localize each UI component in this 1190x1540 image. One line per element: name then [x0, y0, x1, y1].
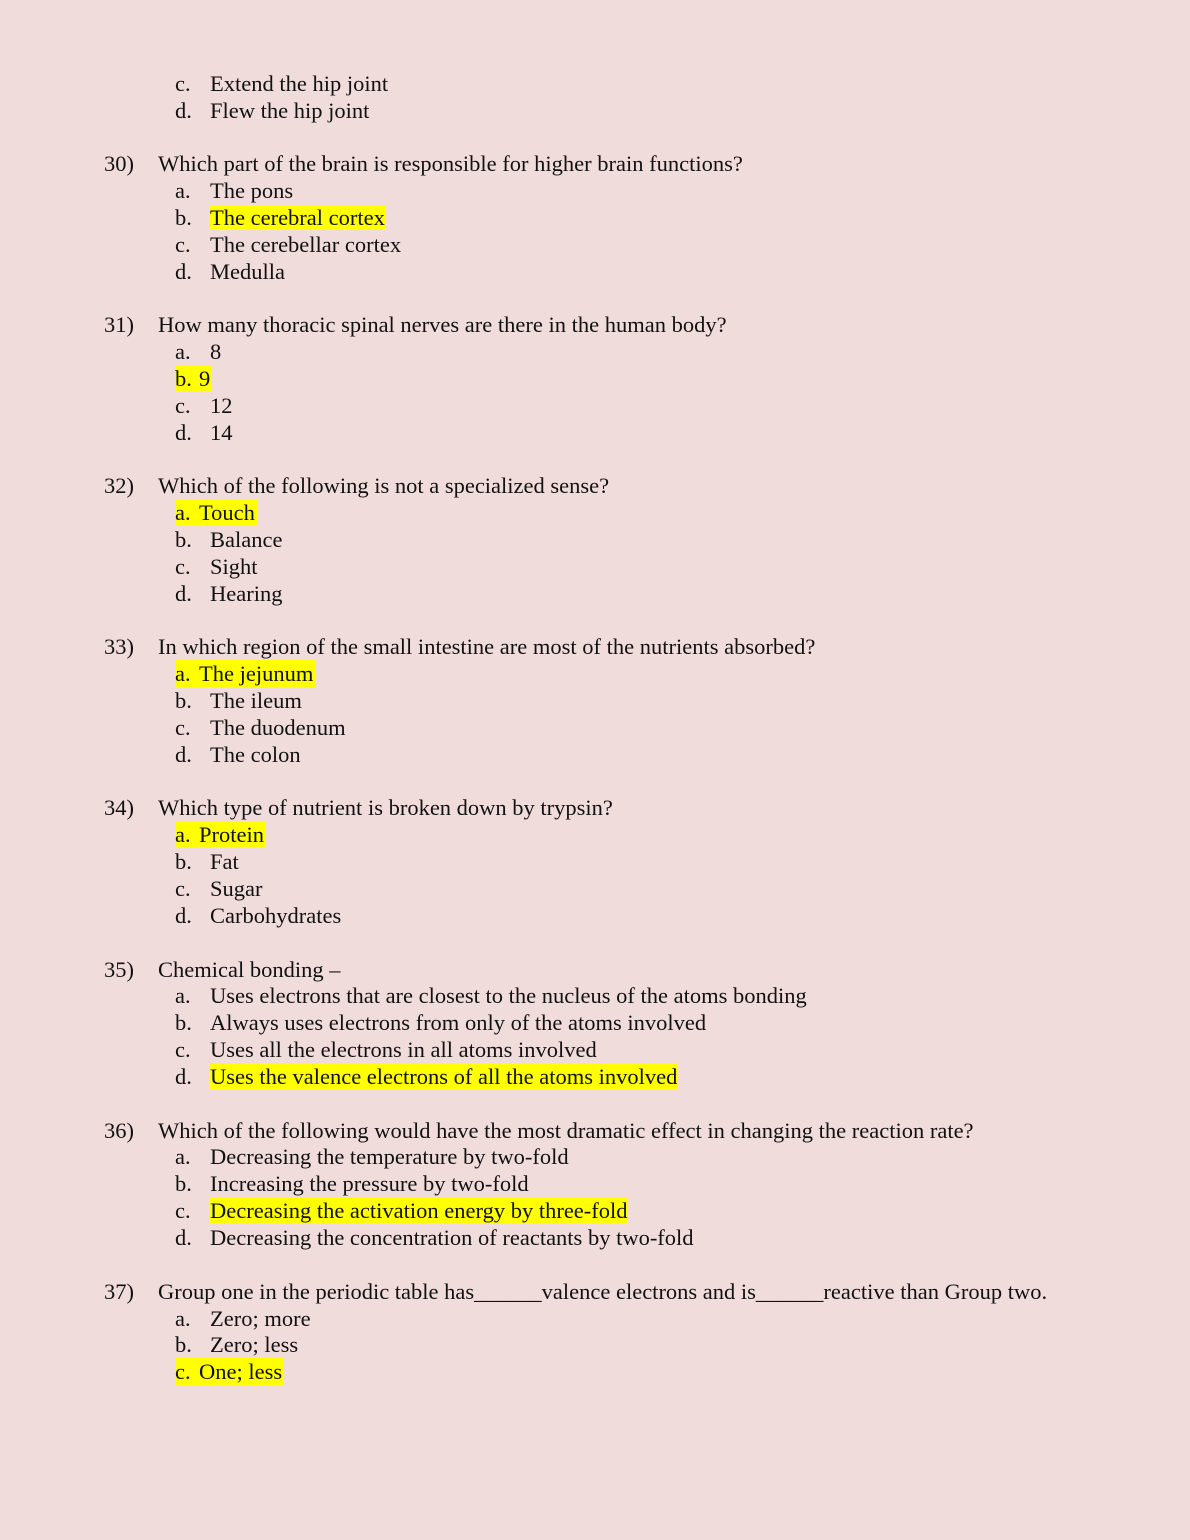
question-number: 37) — [104, 1279, 134, 1304]
option-letter: b. — [175, 205, 192, 230]
option-letter: c. — [175, 554, 191, 579]
option-letter: d. — [175, 903, 192, 928]
option-item-answer — [175, 204, 385, 231]
option-text-highlighted: The cerebral cortex — [210, 205, 385, 230]
option-item — [175, 982, 807, 1009]
option-item — [175, 1009, 706, 1036]
option-letter: b. — [175, 1010, 192, 1035]
question-text: Which of the following is not a specialized sense? — [158, 473, 610, 498]
option-item-answer — [175, 660, 315, 687]
option-letter: b. — [175, 849, 192, 874]
option-item — [175, 1143, 569, 1170]
option-item-answer — [175, 499, 257, 526]
option-text: Decreasing the concentration of reactants by two-fold — [210, 1225, 694, 1250]
option-letter: d. — [175, 98, 192, 123]
option-text: Increasing the pressure by two-fold — [210, 1171, 529, 1196]
option-text: The duodenum — [210, 715, 346, 740]
option-item — [175, 875, 263, 902]
option-item-answer — [175, 1063, 677, 1090]
question-34 — [0, 794, 1190, 821]
option-text-highlighted: Decreasing the activation energy by three-fold — [210, 1198, 628, 1223]
option-letter: b. — [175, 688, 192, 713]
option-text: Sight — [210, 554, 258, 579]
option-item-answer — [175, 1197, 628, 1224]
question-number: 35) — [104, 957, 134, 982]
option-text: Medulla — [210, 259, 285, 284]
option-letter: c. — [175, 1198, 191, 1223]
option-text: 9 — [199, 366, 211, 391]
option-item — [175, 741, 301, 768]
option-letter: a. — [175, 822, 191, 847]
option-item — [175, 392, 233, 419]
option-text: 12 — [210, 393, 233, 418]
question-text: Which type of nutrient is broken down by trypsin? — [158, 795, 613, 820]
option-item — [175, 553, 258, 580]
option-item — [175, 1224, 694, 1251]
option-item — [175, 687, 302, 714]
option-text: The jejunum — [199, 661, 314, 686]
question-number: 33) — [104, 634, 134, 659]
option-text: Fat — [210, 849, 239, 874]
option-letter: b. — [175, 527, 192, 552]
option-item-answer — [175, 821, 266, 848]
question-text: How many thoracic spinal nerves are there in the human body? — [158, 312, 727, 337]
option-letter: c. — [175, 1037, 191, 1062]
option-item — [175, 97, 369, 124]
option-letter: c. — [175, 393, 191, 418]
question-30 — [0, 150, 1190, 177]
question-number: 36) — [104, 1118, 134, 1143]
option-item — [175, 580, 282, 607]
question-33 — [0, 633, 1190, 660]
question-text: In which region of the small intestine are most of the nutrients absorbed? — [158, 634, 816, 659]
option-letter: a. — [175, 661, 191, 686]
option-text: Zero; more — [210, 1306, 311, 1331]
option-item — [175, 1305, 311, 1332]
option-item — [175, 902, 341, 929]
option-text: The colon — [210, 742, 301, 767]
option-item — [175, 70, 388, 97]
option-item — [175, 714, 346, 741]
option-text: Uses electrons that are closest to the nucleus of the atoms bonding — [210, 983, 807, 1008]
option-letter: b. — [175, 1332, 192, 1357]
option-item — [175, 177, 293, 204]
question-number: 30) — [104, 151, 134, 176]
option-text: The pons — [210, 178, 294, 203]
option-text: Sugar — [210, 876, 263, 901]
question-number: 32) — [104, 473, 134, 498]
option-item — [175, 338, 221, 365]
option-letter: a. — [175, 983, 191, 1008]
option-text: Zero; less — [210, 1332, 299, 1357]
option-text: Always uses electrons from only of the atoms involved — [210, 1010, 707, 1035]
option-item — [175, 1331, 298, 1358]
option-letter: c. — [175, 715, 191, 740]
question-text: Which part of the brain is responsible for higher brain functions? — [158, 151, 743, 176]
option-letter: a. — [175, 500, 191, 525]
option-text-highlighted: Uses the valence electrons of all the atoms involved — [210, 1064, 678, 1089]
option-text: Carbohydrates — [210, 903, 342, 928]
option-item — [175, 1170, 529, 1197]
option-item — [175, 526, 282, 553]
option-text: The cerebellar cortex — [210, 232, 402, 257]
question-text: Chemical bonding – — [158, 957, 341, 982]
option-letter: a. — [175, 339, 191, 364]
option-text: Hearing — [210, 581, 283, 606]
option-item — [175, 848, 239, 875]
question-37 — [0, 1278, 1190, 1305]
option-text: Uses all the electrons in all atoms involved — [210, 1037, 597, 1062]
question-number: 31) — [104, 312, 134, 337]
option-text: Flew the hip joint — [210, 98, 370, 123]
option-item-answer — [175, 365, 212, 392]
question-text: Group one in the periodic table has______valence electrons and is______reactive than Group two. — [158, 1279, 1048, 1304]
option-letter: c. — [175, 876, 191, 901]
option-text: The ileum — [210, 688, 302, 713]
option-letter: b. — [175, 1171, 192, 1196]
option-item-answer — [175, 1358, 284, 1385]
option-text: Balance — [210, 527, 283, 552]
question-number: 34) — [104, 795, 134, 820]
option-text: One; less — [199, 1359, 283, 1384]
option-letter: d. — [175, 420, 192, 445]
option-letter: c. — [175, 232, 191, 257]
option-letter: b. — [175, 366, 192, 391]
option-item — [175, 258, 285, 285]
question-text: Which of the following would have the most dramatic effect in changing the reaction rate? — [158, 1118, 974, 1143]
option-item — [175, 419, 233, 446]
option-letter: d. — [175, 1225, 192, 1250]
option-letter: d. — [175, 742, 192, 767]
option-text: Touch — [199, 500, 255, 525]
option-letter: a. — [175, 178, 191, 203]
question-35 — [0, 956, 1190, 983]
option-letter: c. — [175, 71, 191, 96]
option-text: Protein — [199, 822, 264, 847]
option-text: 8 — [210, 339, 222, 364]
option-text: Decreasing the temperature by two-fold — [210, 1144, 569, 1169]
option-text: Extend the hip joint — [210, 71, 389, 96]
question-31 — [0, 311, 1190, 338]
option-item — [175, 231, 401, 258]
option-item — [175, 1036, 597, 1063]
option-letter: a. — [175, 1144, 191, 1169]
option-letter: a. — [175, 1306, 191, 1331]
question-36 — [0, 1117, 1190, 1144]
option-text: 14 — [210, 420, 233, 445]
option-letter: d. — [175, 259, 192, 284]
option-letter: d. — [175, 1064, 192, 1089]
option-letter: d. — [175, 581, 192, 606]
option-letter: c. — [175, 1359, 191, 1384]
question-32 — [0, 472, 1190, 499]
